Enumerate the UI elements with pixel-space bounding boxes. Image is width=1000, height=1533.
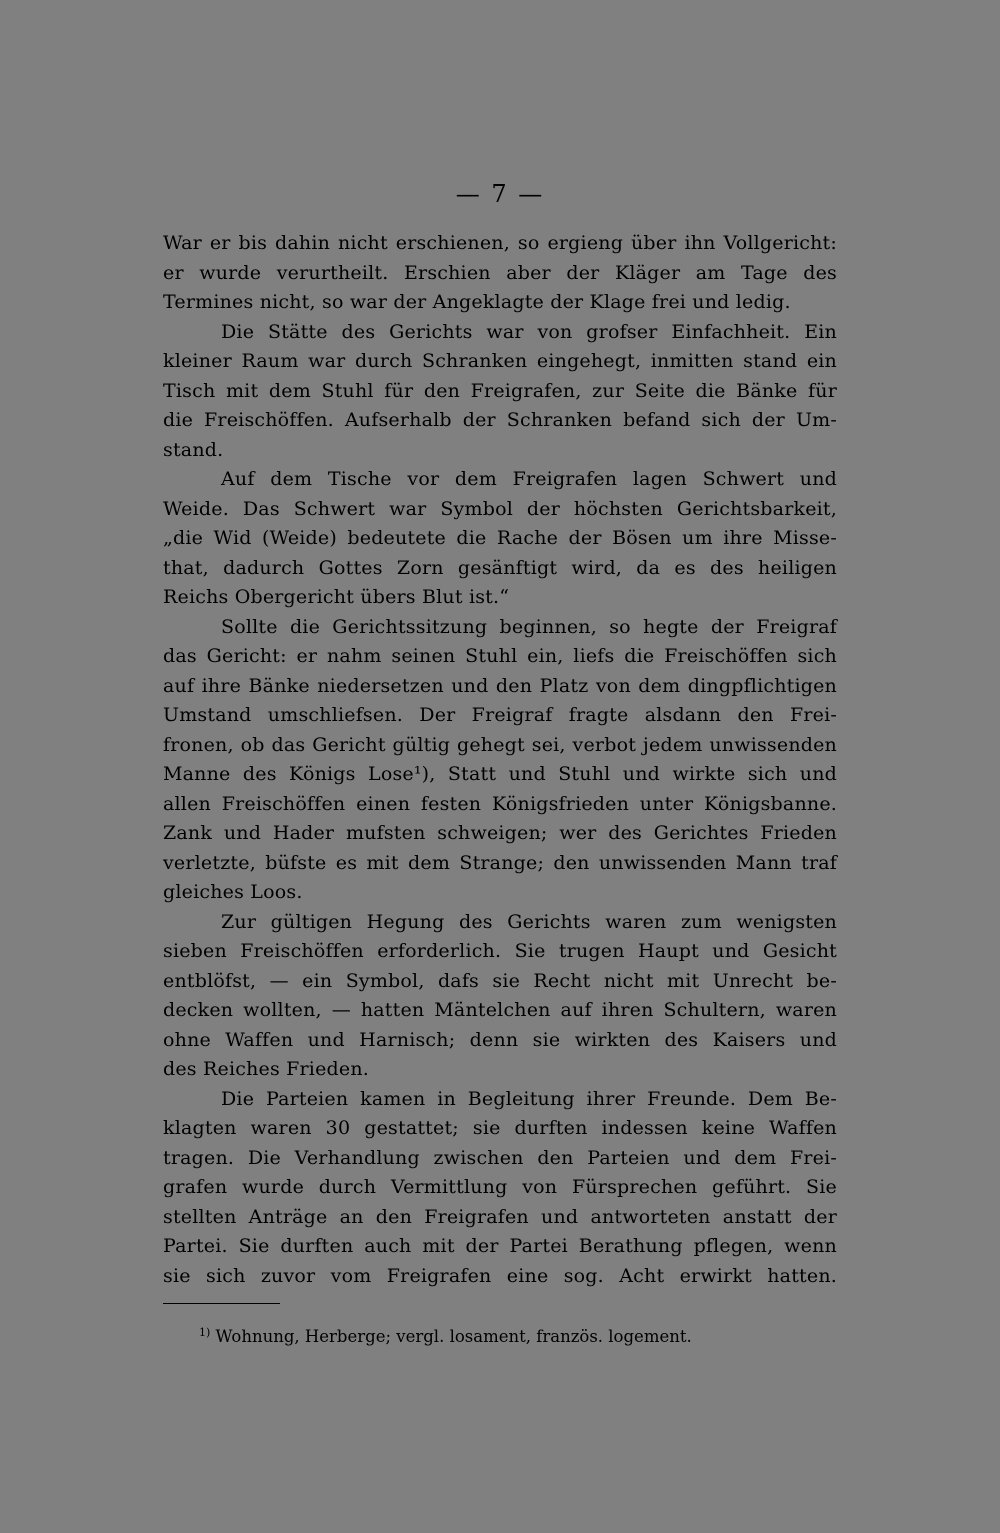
text-line: ohne Waffen und Harnisch; denn sie wirkten des Kaisers und xyxy=(163,1028,837,1051)
text-line: Weide. Das Schwert war Symbol der höchsten Gerichtsbarkeit, xyxy=(163,497,837,520)
text-line: sie sich zuvor vom Freigrafen eine sog. Acht erwirkt hatten. xyxy=(163,1264,837,1287)
text-line: Zur gültigen Hegung des Gerichts waren zum wenigsten xyxy=(221,910,837,933)
footnote-divider xyxy=(163,1303,280,1304)
text-line: Manne des Königs Lose¹), Statt und Stuhl und wirkte sich und xyxy=(163,763,837,785)
text-line: verletzte, büfste es mit dem Strange; den unwissenden Mann traf xyxy=(163,851,837,874)
text-line: Partei. Sie durften auch mit der Partei Berathung pflegen, wenn xyxy=(163,1235,837,1257)
text-line: die Freischöffen. Aufserhalb der Schranken befand sich der Um- xyxy=(163,409,837,431)
text-line: tragen. Die Verhandlung zwischen den Parteien und dem Frei- xyxy=(163,1146,837,1169)
text-line: das Gericht: er nahm seinen Stuhl ein, liefs die Freischöffen sich xyxy=(163,645,837,667)
text-line: Zank und Hader mufsten schweigen; wer des Gerichtes Frieden xyxy=(163,822,837,844)
footnote-marker: 1) xyxy=(199,1326,211,1339)
text-line: kleiner Raum war durch Schranken eingehegt, inmitten stand ein xyxy=(163,350,837,372)
text-line: decken wollten, — hatten Mäntelchen auf ihren Schultern, waren xyxy=(163,999,837,1021)
text-line: allen Freischöffen einen festen Königsfrieden unter Königsbanne. xyxy=(163,792,837,815)
text-line: Reichs Obergericht übers Blut ist.“ xyxy=(163,586,510,608)
text-line: gleiches Loos. xyxy=(163,881,303,903)
footnote-text: Wohnung, Herberge; vergl. losament, französ. logement. xyxy=(215,1327,692,1346)
text-line: Auf dem Tische vor dem Freigrafen lagen Schwert und xyxy=(221,468,837,490)
text-line: entblöfst, — ein Symbol, dafs sie Recht nicht mit Unrecht be- xyxy=(163,969,837,992)
text-line: auf ihre Bänke niedersetzen und den Platz von dem dingpflichtigen xyxy=(163,674,837,697)
text-line: grafen wurde durch Vermittlung von Fürsprechen geführt. Sie xyxy=(163,1176,837,1198)
text-line: er wurde verurtheilt. Erschien aber der Kläger am Tage des xyxy=(163,261,837,284)
text-line: Tisch mit dem Stuhl für den Freigrafen, zur Seite die Bänke für xyxy=(163,379,837,402)
text-line: War er bis dahin nicht erschienen, so ergieng über ihn Vollgericht: xyxy=(163,232,837,254)
text-line: Die Parteien kamen in Begleitung ihrer Freunde. Dem Be- xyxy=(221,1087,837,1110)
footnote xyxy=(199,1321,692,1349)
text-line: stellten Anträge an den Freigrafen und antworteten anstatt der xyxy=(163,1205,837,1228)
text-line: „die Wid (Weide) bedeutete die Rache der Bösen um ihre Misse- xyxy=(163,527,837,549)
text-line: Die Stätte des Gerichts war von grofser Einfachheit. Ein xyxy=(221,320,837,343)
text-line: des Reiches Frieden. xyxy=(163,1058,370,1080)
text-line: Umstand umschliefsen. Der Freigraf fragte alsdann den Frei- xyxy=(163,704,837,726)
page-number: — 7 — xyxy=(455,180,545,208)
body-text xyxy=(163,229,837,1291)
text-line: sieben Freischöffen erforderlich. Sie trugen Haupt und Gesicht xyxy=(163,940,837,962)
text-line: Sollte die Gerichtssitzung beginnen, so hegte der Freigraf xyxy=(221,615,837,638)
text-line: stand. xyxy=(163,438,224,461)
text-line: Termines nicht, so war der Angeklagte der Klage frei und ledig. xyxy=(163,291,791,313)
text-line: klagten waren 30 gestattet; sie durften indessen keine Waffen xyxy=(163,1117,837,1139)
text-line: fronen, ob das Gericht gültig gehegt sei, verbot jedem unwissenden xyxy=(163,733,837,756)
text-line: that, dadurch Gottes Zorn gesänftigt wird, da es des heiligen xyxy=(163,556,837,579)
